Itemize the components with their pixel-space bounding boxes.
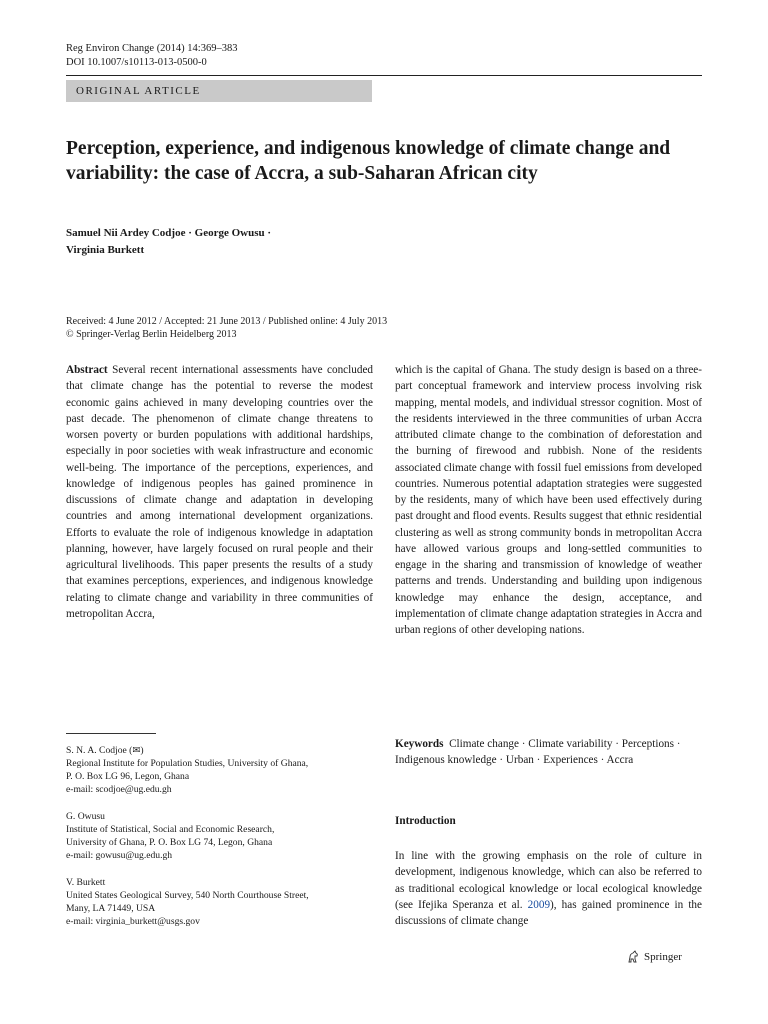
affiliation-burkett [66,876,376,928]
affiliation-line: Many, LA 71449, USA [66,903,156,914]
author-line-2: Virginia Burkett [66,244,145,256]
author-line-1: Samuel Nii Ardey Codjoe · George Owusu · [66,227,272,239]
affiliation-name: V. Burkett [66,877,106,888]
affiliation-email[interactable]: e-mail: virginia_burkett@usgs.gov [66,916,200,927]
affiliation-email[interactable]: e-mail: gowusu@ug.edu.gh [66,850,173,861]
affiliation-line: P. O. Box LG 96, Legon, Ghana [66,771,190,782]
affiliation-line: University of Ghana, P. O. Box LG 74, Legon, Ghana [66,837,273,848]
abstract-text-part2: which is the capital of Ghana. The study design is based on a three-part conceptual framework and interview process involving risk mapping, mental models, and individual stressor cognition. Most of the residents interviewed in the three communities of urban Accra attributed climate change to the combination of deforestation and the burning of firewood and rubbish. None of the residents associated climate change with fossil fuel emissions from developed countries. Numerous potential adaptation strategies were suggested by the residents, many of which have been used effectively during past drought and flood events. Results suggest that ethnic residential clustering as well as strong community bonds in metropolitan Accra have allowed various groups and long-settled communities to engage in the sharing and transmission of knowledge of weather patterns and trends. Understanding and building upon indigenous knowledge may enhance the design, acceptance, and implementation of climate change adaptation strategies in Accra and urban regions of other developing nations. [395,364,702,636]
intro-text-before: In line with the growing emphasis on the role of culture in development, indigenous knowledge, which can also be referred to as traditional ecological knowledge or local ecological knowledge (see Ifejika Speranza et al. [395,850,702,911]
affiliation-name: S. N. A. Codjoe (✉) [66,745,144,756]
springer-horse-icon [626,950,640,964]
article-type-banner: ORIGINAL ARTICLE [66,80,372,102]
footnote-rule [66,733,156,734]
introduction-heading: Introduction [395,815,456,827]
date-history: Received: 4 June 2012 / Accepted: 21 June 2013 / Published online: 4 July 2013 [66,316,388,327]
paper-title: Perception, experience, and indigenous knowledge of climate change and variability: the case of Accra, a sub-Saharan African city [66,138,671,184]
publisher-name: Springer [644,951,682,963]
intro-text-after: ), has gained prominence in the discussions of climate change [395,898,702,927]
affiliation-email[interactable]: e-mail: scodjoe@ug.edu.gh [66,784,172,795]
keywords-block [395,736,705,769]
affiliation-line: Institute of Statistical, Social and Economic Research, [66,824,275,835]
keywords-heading: Keywords [395,738,444,750]
abstract-column-left [66,362,373,622]
affiliation-owusu [66,810,376,862]
citation-link[interactable]: 2009 [527,898,551,911]
affiliation-line: Regional Institute for Population Studies, University of Ghana, [66,758,309,769]
keywords-text: Climate change · Climate variability · Perceptions · Indigenous knowledge · Urban · Experiences · Accra [395,738,681,767]
publication-dates [66,315,626,341]
journal-doi[interactable]: DOI 10.1007/s10113-013-0500-0 [66,57,207,68]
author-list [66,225,466,259]
affiliation-name: G. Owusu [66,811,105,822]
affiliation-codjoe [66,744,376,796]
abstract-column-right [395,362,702,638]
introduction-text [395,848,702,929]
copyright-notice: © Springer-Verlag Berlin Heidelberg 2013 [66,329,237,340]
affiliation-line: United States Geological Survey, 540 North Courthouse Street, [66,890,309,901]
journal-reference: Reg Environ Change (2014) 14:369–383 [66,43,238,54]
abstract-text-part1: Several recent international assessments have concluded that climate change has the potential to reverse the modest economic gains achieved in many developing countries over the past decade. The phenomenon of climate change threatens to worsen poverty or burden populations with additional hardships, especially in poor societies with weak infrastructure and economic well-being. The importance of the perceptions, experiences, and knowledge of indigenous peoples has gained prominence in discussions of climate change and adaptation in developing countries and among international development organizations. Efforts to evaluate the role of indigenous knowledge in adaptation planning, however, have largely focused on rural people and their agricultural livelihoods. This paper presents the results of a study that examines perceptions, experiences, and indigenous knowledge relating to climate change and variability in three communities of metropolitan Accra, [66,364,373,620]
publisher-logo [626,950,682,964]
header-rule [66,75,702,76]
abstract-heading: Abstract [66,364,108,376]
